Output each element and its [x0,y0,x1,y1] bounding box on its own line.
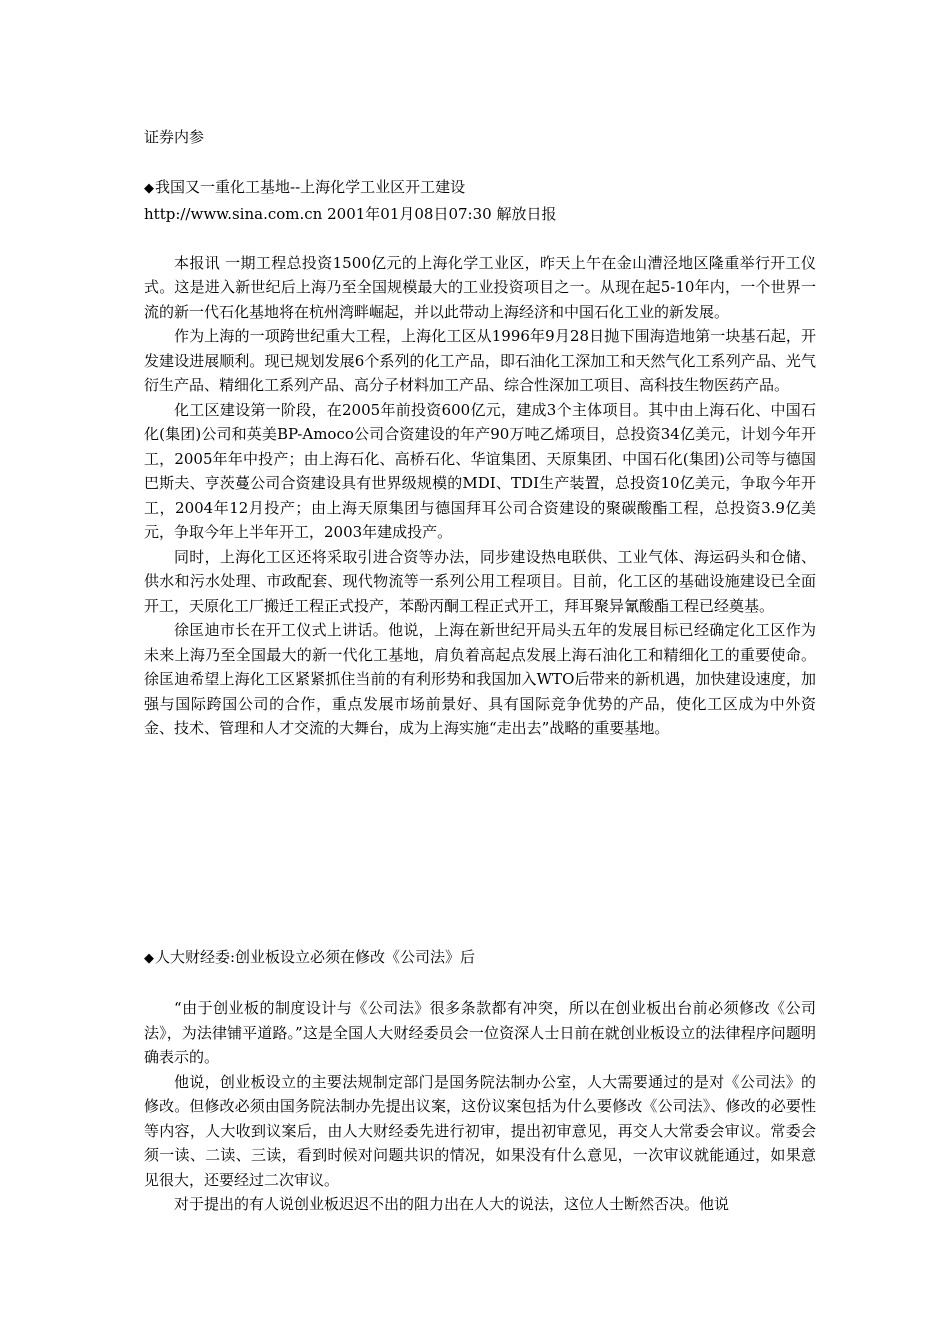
article-2-paragraph: 他说，创业板设立的主要法规制定部门是国务院法制办公室，人大需要通过的是对《公司法》的修改。但修改必须由国务院法制办先提出议案，这份议案包括为什么要修改《公司法》、修改的必要性等内容，人大收到议案后，由人大财经委先进行初审，提出初审意见，再交人大常委会审议。常委会须一读、二读、三读，看到时候对问题共识的情况，如果没有什么意见，一次审议就能通过，如果意见很大，还要经过二次审议。 [144,1072,816,1189]
article-1-paragraph: 徐匡迪市长在开工仪式上讲话。他说，上海在新世纪开局头五年的发展目标已经确定化工区作为未来上海乃至全国最大的新一代化工基地，肩负着高起点发展上海石油化工和精细化工的重要使命。徐匡迪希望上海化工区紧紧抓住当前的有利形势和我国加入WTO后带来的新机遇，加快建设速度，加强与国际跨国公司的合作，重点发展市场前景好、具有国际竞争优势的产品，使化工区成为中外资金、技术、管理和人才交流的大舞台，成为上海实施“走出去”战略的重要基地。 [144,621,816,737]
article-1-paragraph: 作为上海的一项跨世纪重大工程，上海化工区从1996年9月28日抛下围海造地第一块基石起，开发建设进展顺利。现已规划发展6个系列的化工产品，即石油化工深加工和天然气化工系列产品、光气衍生产品、精细化工系列产品、高分子材料加工产品、综合性深加工项目、高科技生物医药产品。 [144,327,816,394]
article-2-paragraph: 对于提出的有人说创业板迟迟不出的阻力出在人大的说法，这位人士断然否决。他说 [174,1195,730,1213]
article-1-title: 我国又一重化工基地--上海化学工业区开工建设 [155,178,466,196]
article-2 [144,945,816,1217]
article-1-source: http://www.sina.com.cn 2001年01月08日07:30 解放日报 [144,204,557,223]
publication-name: 证券内参 [144,128,205,146]
article-1-paragraph: 本报讯 一期工程总投资1500亿元的上海化学工业区，昨天上午在金山漕泾地区隆重举行开工仪式。这是进入新世纪后上海乃至全国规模最大的工业投资项目之一。从现在起5-10年内，一个世界一流的新一代石化基地将在杭州湾畔崛起，并以此带动上海经济和中国石化工业的新发展。 [144,253,816,321]
diamond-bullet-icon: ◆ [144,181,154,196]
article-1 [144,175,816,741]
article-2-paragraph: “由于创业板的制度设计与《公司法》很多条款都有冲突，所以在创业板出台前必须修改《公司法》，为法律铺平道路。”这是全国人大财经委员会一位资深人士日前在就创业板设立的法律程序问题明确表示的。 [144,999,816,1066]
article-1-heading [144,175,816,202]
article-2-heading [144,945,816,972]
article-2-title: 人大财经委:创业板设立必须在修改《公司法》后 [155,948,476,966]
diamond-bullet-icon: ◆ [144,951,154,966]
article-1-paragraph: 同时，上海化工区还将采取引进合资等办法，同步建设热电联供、工业气体、海运码头和仓储、供水和污水处理、市政配套、现代物流等一系列公用工程项目。目前，化工区的基础设施建设已全面开工，天原化工厂搬迁工程正式投产，苯酚丙酮工程正式开工，拜耳聚异氰酸酯工程已经奠基。 [144,547,816,615]
article-1-paragraph: 化工区建设第一阶段，在2005年前投资600亿元，建成3个主体项目。其中由上海石化、中国石化(集团)公司和英美BP-Amoco公司合资建设的年产90万吨乙烯项目，总投资34亿美元，计划今年开工，2005年年中投产；由上海石化、高桥石化、华谊集团、天原集团、中国石化(集团)公司等与德国巴斯夫、亨茨蔓公司合资建设具有世界级规模的MDI、TDI生产装置，总投资10亿美元，争取今年开工，2004年12月投产；由上海天原集团与德国拜耳公司合资建设的聚碳酸酯工程，总投资3.9亿美元，争取今年上半年开工，2003年建成投产。 [144,400,816,541]
